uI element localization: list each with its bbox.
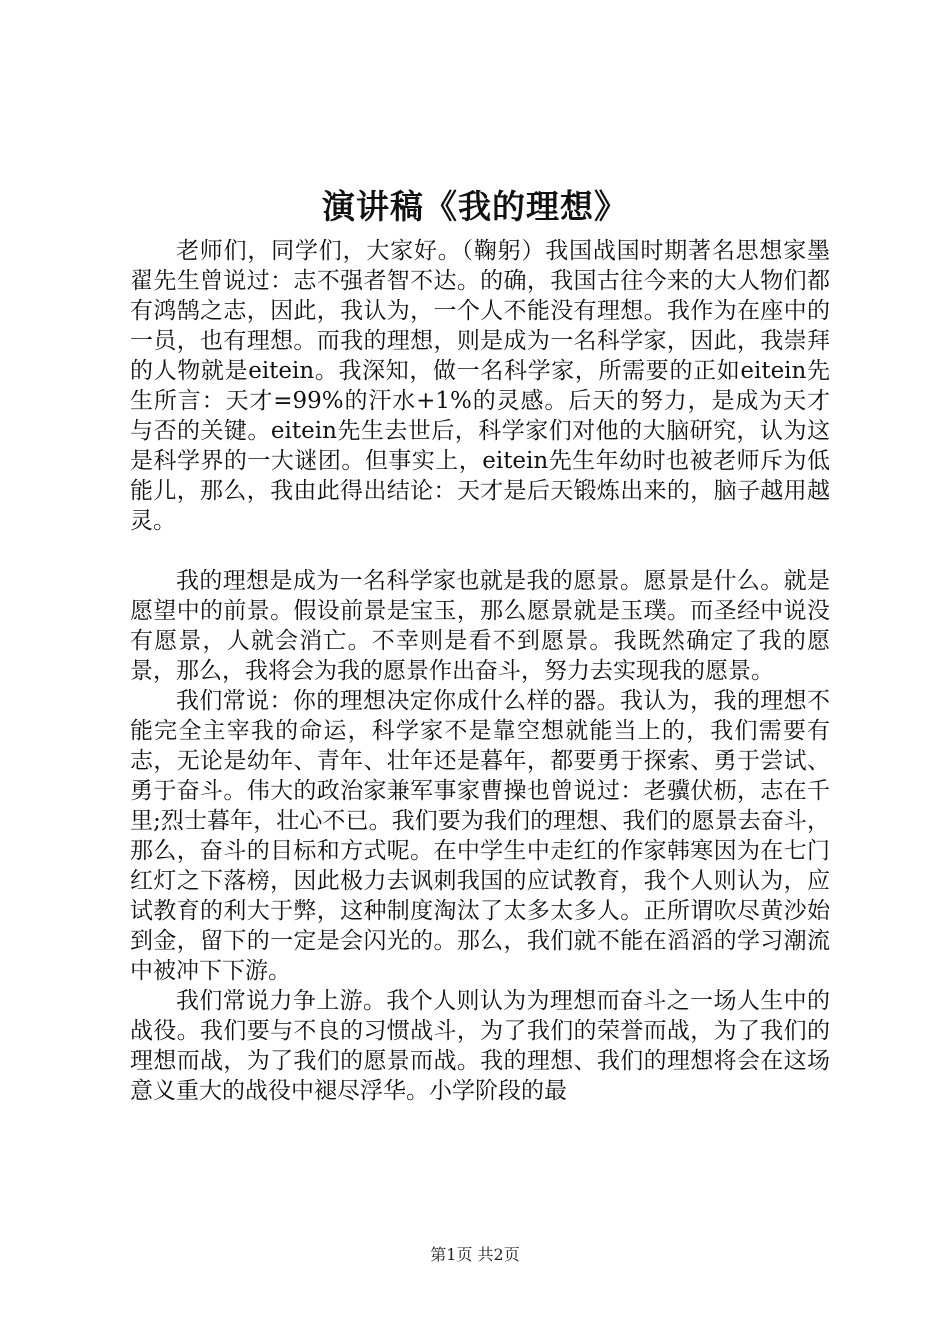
paragraph-4: 我们常说力争上游。我个人则认为为理想而奋斗之一场人生中的战役。我们要与不良的习惯战斗，为了我们的荣誉而战，为了我们的理想而战，为了我们的愿景而战。我的理想、我们的理想将会在这场意义重大的战役中褪尽浮华。小学阶段的最 <box>130 988 830 1104</box>
paragraph-3: 我们常说：你的理想决定你成什么样的器。我认为，我的理想不能完全主宰我的命运，科学家不是靠空想就能当上的，我们需要有志，无论是幼年、青年、壮年还是暮年，都要勇于探索、勇于尝试、勇于奋斗。伟大的政治家兼军事家曹操也曾说过：老骥伏枥，志在千里;烈士暮年，壮心不已。我们要为我们的理想、我们的愿景去奋斗，那么，奋斗的目标和方式呢。在中学生中走红的作家韩寒因为在七门红灯之下落榜，因此极力去讽刺我国的应试教育，我个人则认为，应试教育的利大于弊，这种制度淘汰了太多太多人。正所谓吹尽黄沙始到金，留下的一定是会闪光的。那么，我们就不能在滔滔的学习潮流中被冲下下游。 <box>130 688 830 984</box>
page-footer: 第1页 共2页 <box>430 1245 520 1264</box>
document-body <box>130 236 830 1106</box>
paragraph-2: 我的理想是成为一名科学家也就是我的愿景。愿景是什么。就是愿望中的前景。假设前景是宝玉，那么愿景就是玉璞。而圣经中说没有愿景，人就会消亡。不幸则是看不到愿景。我既然确定了我的愿景，那么，我将会为我的愿景作出奋斗，努力去实现我的愿景。 <box>130 568 830 684</box>
document-title: 演讲稿《我的理想》 <box>322 187 628 226</box>
paragraph-1: 老师们，同学们，大家好。（鞠躬）我国战国时期著名思想家墨翟先生曾说过：志不强者智不达。的确，我国古往今来的大人物们都有鸿鹄之志，因此，我认为，一个人不能没有理想。我作为在座中的一员，也有理想。而我的理想，则是成为一名科学家，因此，我崇拜的人物就是eitein。我深知，做一名科学家，所需要的正如eitein先生所言：天才=99%的汗水+1%的灵感。后天的努力，是成为天才与否的关键。eitein先生去世后，科学家们对他的大脑研究，认为这是科学界的一大谜团。但事实上，eitein先生年幼时也被老师斥为低能儿，那么，我由此得出结论：天才是后天锻炼出来的，脑子越用越灵。 <box>130 238 830 534</box>
